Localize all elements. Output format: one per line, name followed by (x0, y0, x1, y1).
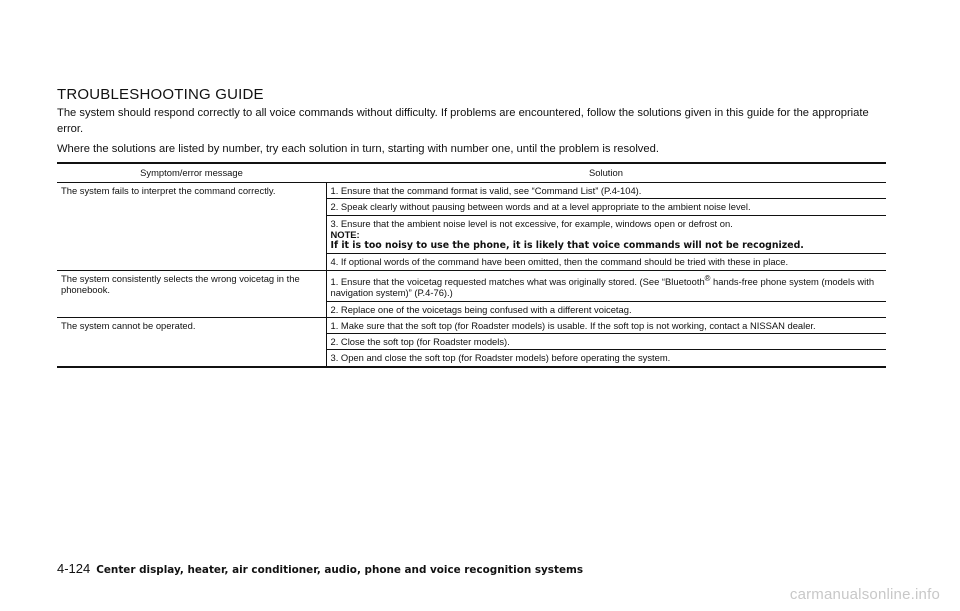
solution-cell: 2. Speak clearly without pausing between words and at a level appropriate to the ambient noise level. (326, 199, 886, 215)
symptom-cell: The system cannot be operated. (57, 317, 326, 366)
intro-paragraph-2: Where the solutions are listed by number, try each solution in turn, starting with number one, until the problem is resolved. (57, 143, 659, 155)
solution-cell: 3. Open and close the soft top (for Roadster models) before operating the system. (326, 350, 886, 367)
watermark: carmanualsonline.info (789, 586, 940, 603)
table-header-row (57, 163, 886, 183)
solution-cell: 1. Make sure that the soft top (for Roadster models) is usable. If the soft top is not working, contact a NISSAN dealer. (326, 317, 886, 333)
page-footer (57, 561, 583, 576)
note-text: If it is too noisy to use the phone, it is likely that voice commands will not be recognized. (330, 240, 804, 252)
solution-text: hands-free phone system (models with navigation system)” (P.4-76).) (330, 275, 875, 299)
solution-cell (326, 270, 886, 301)
table-row (57, 270, 886, 301)
page-number: 4-124 (57, 561, 91, 576)
solution-cell: 1. Ensure that the command format is valid, see “Command List” (P.4-104). (326, 183, 886, 199)
registered-mark: ® (704, 273, 711, 283)
solution-cell: 2. Replace one of the voicetags being confused with a different voicetag. (326, 301, 886, 317)
header-symptom: Symptom/error message (57, 163, 326, 183)
troubleshooting-table (57, 162, 886, 368)
table-row (57, 317, 886, 333)
chapter-title: Center display, heater, air conditioner, audio, phone and voice recognition systems (96, 564, 584, 576)
table-row (57, 183, 886, 199)
solution-cell (326, 215, 886, 254)
solution-text: 3. Ensure that the ambient noise level is not excessive, for example, windows open or defrost on. (330, 217, 733, 229)
symptom-cell: The system consistently selects the wrong voicetag in the phonebook. (57, 270, 326, 317)
solution-text: 1. Ensure that the voicetag requested matches what was originally stored. (See “Bluetooth (330, 275, 705, 287)
solution-cell: 4. If optional words of the command have been omitted, then the command should be tried with these in place. (326, 254, 886, 270)
intro-paragraph: The system should respond correctly to all voice commands without difficulty. If problems are encountered, follow the solutions given in this guide for the appropriate error. (57, 107, 869, 135)
section-title: TROUBLESHOOTING GUIDE (57, 86, 264, 103)
note-label: NOTE: (330, 228, 360, 240)
solution-cell: 2. Close the soft top (for Roadster models). (326, 334, 886, 350)
symptom-cell: The system fails to interpret the command correctly. (61, 185, 276, 196)
header-solution: Solution (326, 163, 886, 183)
